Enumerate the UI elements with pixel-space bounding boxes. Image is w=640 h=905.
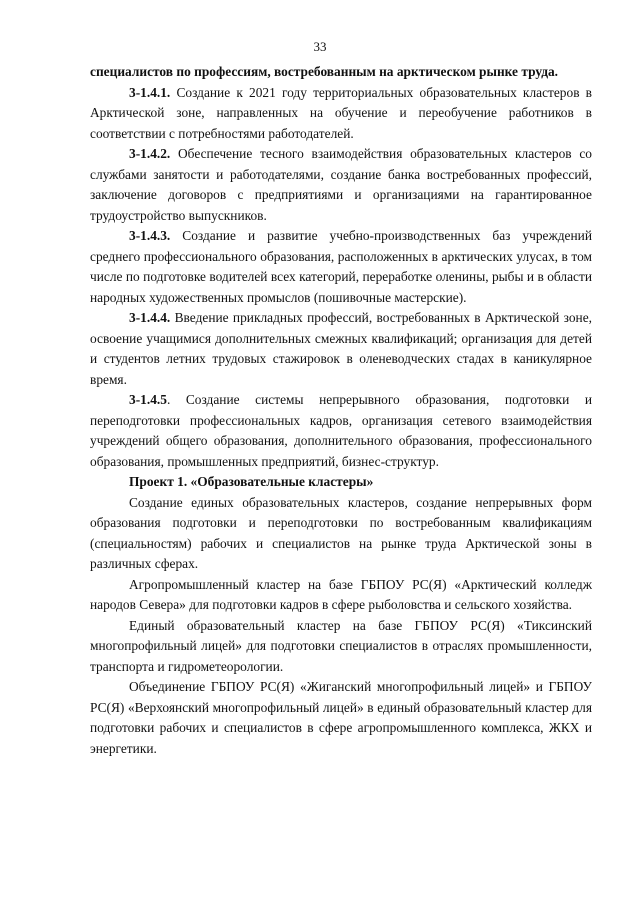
paragraph: Создание единых образовательных кластеров, создание непрерывных форм образования подготовки и переподготовки по востребованным квалификациям (специальностям) рабочих и специалистов на рынке труда Арктической зоны в различных сферах. xyxy=(90,494,592,571)
item-3-1-4-4 xyxy=(90,308,592,390)
item-3-1-4-1 xyxy=(90,83,592,145)
item-text: Обеспечение тесного взаимодействия образовательных кластеров со службами занятости и работодателями, создание банка востребованных профессий, заключение договоров с предприятиями и организациями на гарантированное трудоустройство выпускников. xyxy=(90,146,592,223)
item-code: 3-1.4.2. xyxy=(129,146,171,161)
page-content xyxy=(90,62,592,759)
item-text: Создание и развитие учебно-производственных баз учреждений среднего профессионального образования, расположенных в арктических улусах, в том числе по подготовке водителей всех категорий, переработке оленины, рыбы и в области народных художественных промыслов (пошивочные мастерские). xyxy=(90,228,592,305)
paragraph: Агропромышленный кластер на базе ГБПОУ РС(Я) «Арктический колледж народов Севера» для подготовки кадров в сфере рыболовства и сельского хозяйства. xyxy=(90,576,592,612)
item-code: 3-1.4.3. xyxy=(129,228,171,243)
item-code: 3-1.4.1. xyxy=(129,84,171,100)
paragraph: Единый образовательный кластер на базе ГБПОУ РС(Я) «Тиксинский многопрофильный лицей» для подготовки специалистов в отраслях промышленности, транспорта и гидрометеорологии. xyxy=(90,617,592,674)
item-text: Введение прикладных профессий, востребованных в Арктической зоне, освоение учащимися дополнительных смежных квалификаций; организация для детей и студентов летних трудовых стажировок в оленеводческих стадах в каникулярное время. xyxy=(90,310,592,387)
item-3-1-4-2 xyxy=(90,144,592,226)
paragraph: Объединение ГБПОУ РС(Я) «Жиганский многопрофильный лицей» и ГБПОУ РС(Я) «Верхоянский многопрофильный лицей» в единый образовательный кластер для подготовки рабочих и специалистов в сфере агропромышленного комплекса, ЖКХ и энергетики. xyxy=(90,679,592,756)
item-code: 3-1.4.5 xyxy=(129,392,167,407)
item-3-1-4-5 xyxy=(90,390,592,472)
project-heading: Проект 1. «Образовательные кластеры» xyxy=(129,474,374,489)
item-text: . Создание системы непрерывного образования, подготовки и переподготовки профессиональных кадров, организация сетевого взаимодействия учреждений общего образования, дополнительного образования, профессионального образования, промышленных предприятий, бизнес-структур. xyxy=(90,392,592,469)
item-code: 3-1.4.4. xyxy=(129,310,171,325)
item-3-1-4-3 xyxy=(90,226,592,308)
lead-heading: специалистов по профессиям, востребованным на арктическом рынке труда. xyxy=(90,64,559,79)
item-text: Создание к 2021 году территориальных образовательных кластеров в Арктической зоне, направленных на обучение и переобучение работников в соответствии с потребностями работодателей. xyxy=(90,84,592,141)
page-number: 33 xyxy=(313,39,327,54)
